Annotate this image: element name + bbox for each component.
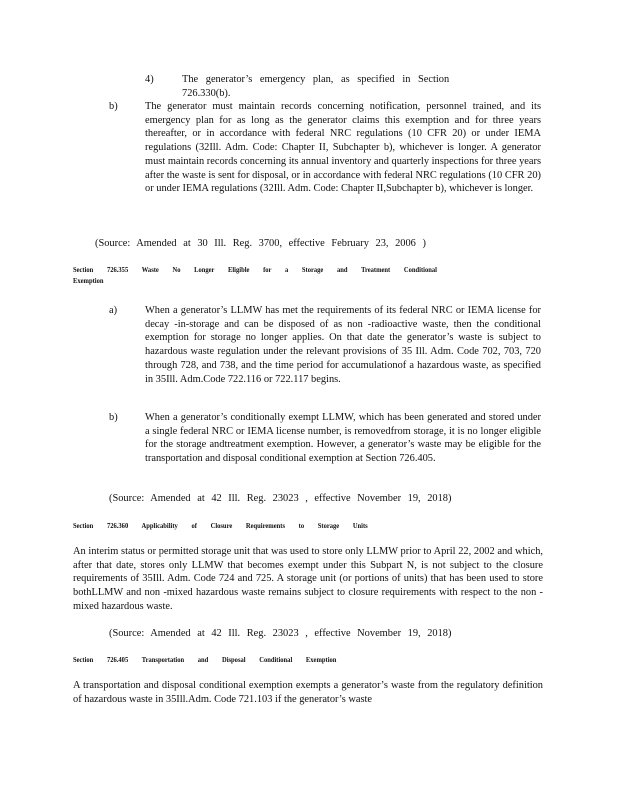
source-note: (Source: Amended at 30 Ill. Reg. 3700, effective February 23, 2006 )	[95, 238, 426, 249]
paragraph: When a generator’s LLMW has met the requirements of its federal NRC or IEMA license for decay -in-storage and can be disposed of as non -radioactive waste, then the conditional exemption for storage no longer applies. On that date the generator’s waste is subject to hazardous waste regulation under the relevant provisions of 35 Ill. Adm. Code 702, 703, 720 through 728, and 738, and the time period for accumulationof a hazardous waste, as specified in 35Ill. Adm.Code 722.116 or 722.117 begins.	[145, 305, 541, 385]
list-label: a)	[109, 305, 118, 316]
paragraph: An interim status or permitted storage unit that was used to store only LLMW prior to April 22, 2002 and which, after that date, stores only LLMW that becomes exempt under this Subpart N, is not subject to the closure requirements of 35Ill. Adm. Code 724 and 725. A storage unit (or portions of units) that has been used to store bothLLMW and non -mixed hazardous waste remains subject to closure requirements with respect to the non -mixed hazardous waste.	[73, 546, 543, 612]
source-note: (Source: Amended at 42 Ill. Reg. 23023 , effective November 19, 2018)	[109, 628, 452, 639]
list-label: b)	[109, 412, 118, 423]
paragraph: When a generator’s conditionally exempt LLMW, which has been generated and stored under a single federal NRC or IEMA license number, is removedfrom storage, it is no longer eligible for the storage andtreatment exemption. However, a generator’s waste may be eligible for the transportation and disposal conditional exemption at Section 726.405.	[145, 412, 541, 465]
section-heading: Section 726.360 Applicability of Closure Requirements to Storage Units	[73, 521, 368, 530]
list-label: 4)	[145, 74, 154, 85]
list-label: b)	[109, 101, 118, 112]
source-note: (Source: Amended at 42 Ill. Reg. 23023 , effective November 19, 2018)	[109, 493, 452, 504]
section-heading: Section 726.355 Waste No Longer Eligible for a Storage and Treatment Conditional Exemption	[73, 265, 437, 285]
section-heading: Section 726.405 Transportation and Disposal Conditional Exemption	[73, 655, 337, 664]
list-item-text: The generator’s emergency plan, as specified in Section 726.330(b).	[182, 74, 450, 99]
paragraph: The generator must maintain records concerning notification, personnel trained, and its emergency plan for as long as the generator claims this exemption and for three years thereafter, or in accordance with federal NRC regulations (10 CFR 20) or under IEMA regulations (32Ill. Adm. Code: Chapter II, Subchapter b), whichever is longer. A generator must maintain records concerning its annual inventory and quarterly inspections for three years after the waste is sent for disposal, or in accordance with federal NRC regulations (10 CFR 20) or under IEMA regulations (32Ill. Adm. Code: Chapter II,Subchapter b), whichever is longer.	[145, 101, 541, 195]
paragraph: A transportation and disposal conditional exemption exempts a generator’s waste from the regulatory definition of hazardous waste in 35Ill.Adm. Code 721.103 if the generator’s waste	[73, 680, 543, 705]
